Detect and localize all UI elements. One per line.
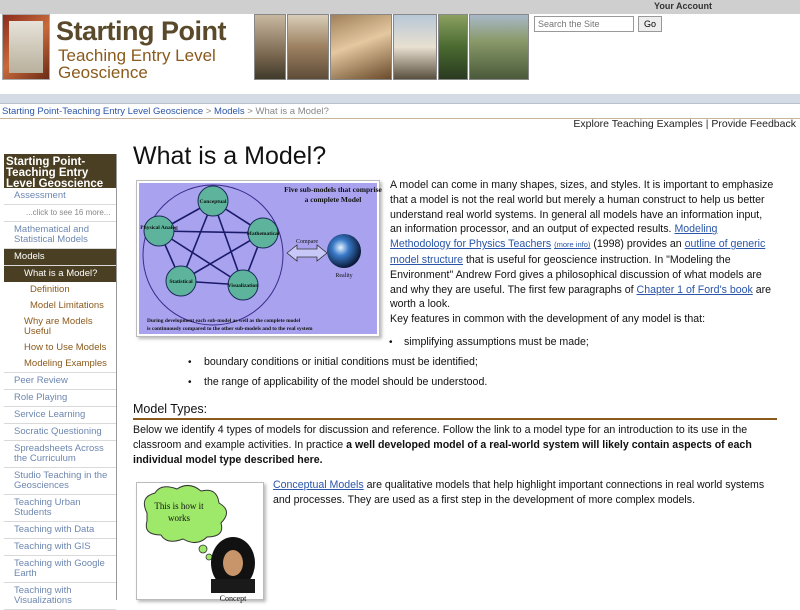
sidebar-item-assessment[interactable]: Assessment <box>4 188 116 205</box>
sidebar-item-what-is-a-model[interactable]: What is a Model? <box>4 266 116 282</box>
banner-photo-3 <box>330 14 392 80</box>
node-physical-analog <box>144 216 174 246</box>
key-features-intro: Key features in common with the development of any model is that: <box>390 313 706 326</box>
sidebar-item-studio-teaching[interactable]: Studio Teaching in the Geosciences <box>4 468 116 495</box>
breadcrumb-current: What is a Model? <box>255 106 329 117</box>
intro-text-2: (1998) provides an <box>590 238 685 251</box>
sidebar-item-teaching-with-data[interactable]: Teaching with Data <box>4 522 116 539</box>
sidebar-item-service-learning[interactable]: Service Learning <box>4 407 116 424</box>
site-logo[interactable] <box>52 14 252 80</box>
sidebar-item-teaching-with-gis[interactable]: Teaching with GIS <box>4 539 116 556</box>
explore-teaching-examples-link[interactable]: Explore Teaching Examples <box>573 118 703 130</box>
provide-feedback-link[interactable]: Provide Feedback <box>711 118 796 130</box>
key-features-list <box>184 336 764 396</box>
intro-paragraph <box>390 178 776 327</box>
conceptual-models-link[interactable]: Conceptual Models <box>273 479 364 491</box>
sidebar-item-modeling-examples[interactable]: Modeling Examples <box>4 356 116 373</box>
compare-label: Compare <box>296 239 318 245</box>
types-intro-bold: a well developed model of a real-world system will likely contain aspects of each individual model type described here. <box>133 439 752 467</box>
more-info-link[interactable]: (more info) <box>554 240 591 250</box>
sidebar-item-spreadsheets[interactable]: Spreadsheets Across the Curriculum <box>4 441 116 468</box>
sidebar-item-definition[interactable]: Definition <box>30 284 70 295</box>
model-types-heading: Model Types: <box>133 402 208 416</box>
sidebar-title[interactable]: Starting Point-Teaching Entry Level Geoscience <box>4 154 116 188</box>
breadcrumb-home[interactable]: Starting Point-Teaching Entry Level Geoscience <box>2 106 204 117</box>
site-header <box>0 0 800 92</box>
concept-label: Concept <box>219 594 247 603</box>
top-bar <box>0 0 800 14</box>
person-face <box>223 550 243 576</box>
banner-image-left <box>2 14 50 80</box>
breadcrumb-separator: > <box>244 106 256 117</box>
label-mathematical: Mathematical <box>246 231 280 237</box>
types-intro-text: Below we identify 4 types of models for discussion and reference. Follow the link to a model type for an introduction to its use in the classroom and example activities. In practice <box>133 424 748 452</box>
breadcrumb-separator: > <box>203 106 215 117</box>
sidebar-item-peer-review[interactable]: Peer Review <box>4 373 116 390</box>
list-item: • simplifying assumptions must be made; <box>184 336 764 349</box>
banner-photo-2 <box>287 14 329 80</box>
modeling-methodology-link[interactable]: Modeling Methodology for Physics Teachers <box>390 223 718 251</box>
sidebar-item-teaching-urban-students[interactable]: Teaching Urban Students <box>4 495 116 522</box>
utility-divider: | <box>702 118 712 130</box>
conceptual-models-paragraph <box>273 478 773 508</box>
diagram-heading-1: Five sub-models that comprise <box>284 185 382 194</box>
generic-model-structure-link[interactable]: outline of generic model structure <box>390 238 766 266</box>
page-title: What is a Model? <box>133 142 327 170</box>
brand-subtitle-2: Geoscience <box>58 63 148 82</box>
earth-image <box>327 234 361 268</box>
model-types-intro <box>133 423 773 469</box>
sidebar-nav <box>4 154 117 606</box>
banner-photo-1 <box>254 14 286 80</box>
label-conceptual: Conceptual <box>199 199 227 205</box>
sidebar-item-how-to-use-models[interactable]: How to Use Models <box>24 342 107 353</box>
fords-book-chapter-link[interactable]: Chapter 1 of Ford's book <box>636 283 753 296</box>
diagram-caption-2: is continuously compared to the other sub-models and to the real system <box>147 326 313 332</box>
list-item: • boundary conditions or initial conditions must be identified; <box>184 356 764 369</box>
brand-title: Starting Point <box>56 16 226 46</box>
sidebar-item-mathematical-models[interactable]: Mathematical and Statistical Models <box>4 222 116 249</box>
model-types-divider <box>133 418 777 420</box>
utility-links <box>573 118 796 130</box>
header-stripe <box>0 94 800 104</box>
label-statistical: Statistical <box>169 279 193 285</box>
sidebar-item-more[interactable]: ...click to see 16 more... <box>4 205 116 222</box>
diagram-caption-1: During development each sub-model as well as the complete model <box>147 318 301 324</box>
sidebar-item-teaching-with-visualizations[interactable]: Teaching with Visualizations <box>4 583 116 610</box>
sidebar-item-teaching-with-google-earth[interactable]: Teaching with Google Earth <box>4 556 116 583</box>
banner-photo-4 <box>393 14 437 80</box>
intro-text-1: A model can come in many shapes, sizes, and styles. It is important to emphasize that a model is not the real world but merely a human construct to help us better understand real world systems. In general all models have an information input, an information processor, and an output of expected results. <box>390 179 774 236</box>
bubble-text-line: works <box>168 513 190 523</box>
sidebar-item-socratic-questioning[interactable]: Socratic Questioning <box>4 424 116 441</box>
intro-text-3: that is useful for geoscience instruction. In "Modeling the Environment" Andrew Ford gives a philosophical discussion of what models are and why they are useful. The first few paragraphs of <box>390 253 762 296</box>
search-go-button[interactable]: Go <box>638 16 662 32</box>
your-account-link[interactable]: Your Account <box>654 1 712 11</box>
diagram-heading-2: a complete Model <box>304 195 362 204</box>
five-sub-models-diagram <box>136 180 380 337</box>
intro-text-4: are worth a look. <box>390 283 772 311</box>
sidebar-item-models[interactable]: Models <box>4 249 116 266</box>
conceptual-model-image <box>136 482 264 603</box>
brand-subtitle-1: Teaching Entry Level <box>58 46 216 65</box>
reality-label: Reality <box>335 273 353 279</box>
breadcrumb-models[interactable]: Models <box>214 106 245 117</box>
label-physical-analog: Physical Analog <box>140 225 178 231</box>
banner-photo-6 <box>469 14 529 80</box>
sidebar-item-role-playing[interactable]: Role Playing <box>4 390 116 407</box>
list-item: • the range of applicability of the model should be understood. <box>184 376 764 389</box>
sub-models-svg <box>137 181 382 336</box>
conceptual-models-text: are qualitative models that help highlight important connections in real world systems and processes. They are used as a first step in the development of more complex models. <box>273 479 765 506</box>
conceptual-illustration <box>137 483 263 603</box>
bubble-text-line: This is how it <box>154 501 204 511</box>
breadcrumb <box>2 106 329 117</box>
sidebar-item-why-models-useful[interactable]: Why are Models Useful <box>24 316 93 337</box>
label-visualization: Visualization <box>227 283 259 289</box>
sidebar-item-model-limitations[interactable]: Model Limitations <box>30 300 104 311</box>
banner-photo-5 <box>438 14 468 80</box>
person-body <box>211 579 255 593</box>
search-input[interactable] <box>534 16 634 32</box>
